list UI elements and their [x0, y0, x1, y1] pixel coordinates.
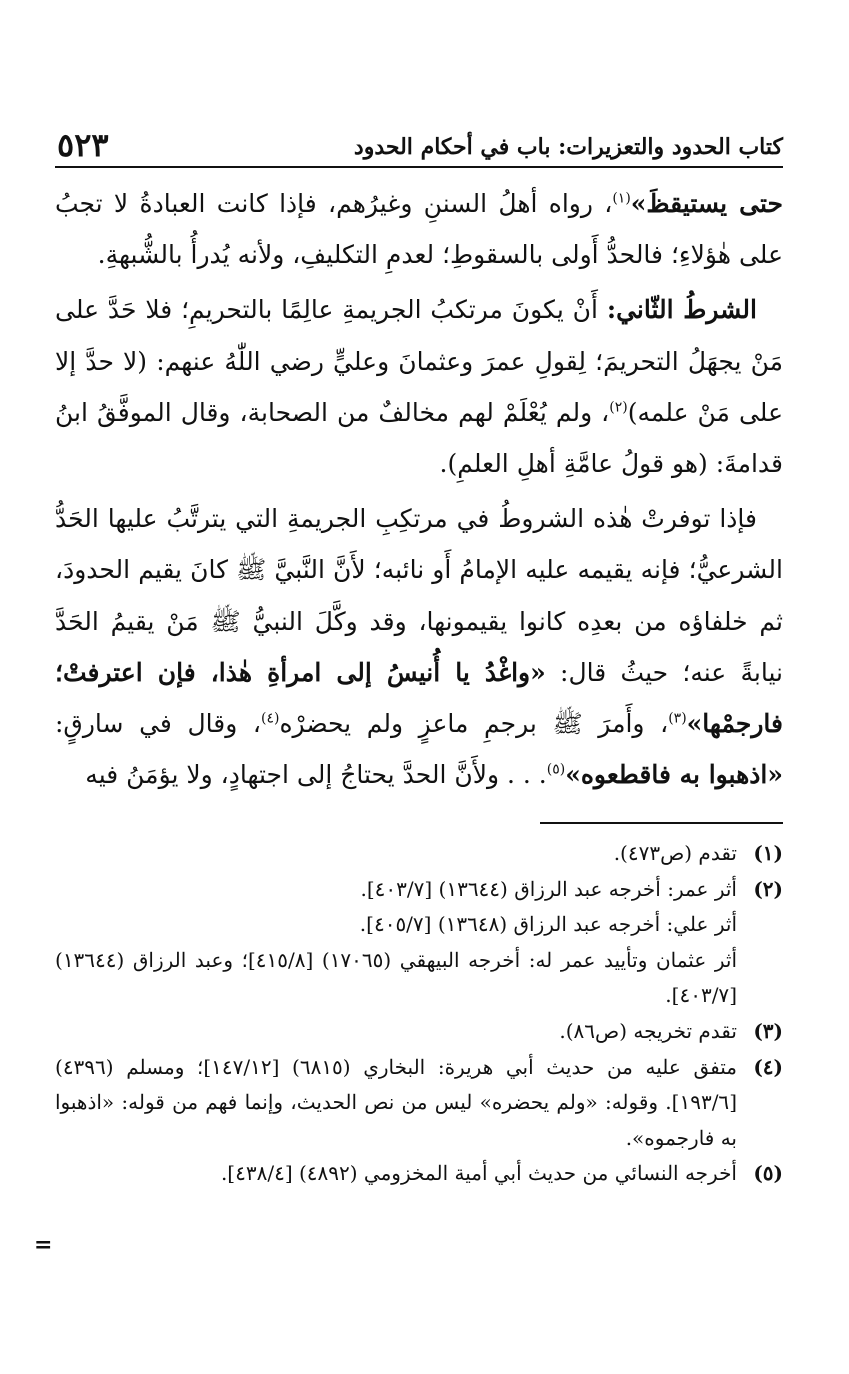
footnote-ref-1[interactable]: (١) [612, 190, 631, 207]
footnote-text: تقدم تخريجه (ص٨٦). [559, 1018, 737, 1043]
paragraph-2 [55, 284, 783, 489]
paragraph-text: فإذا توفرتْ هٰذه الشروطُ في مرتكِبِ الجريمةِ التي يترتَّبُ عليها الحَدُّ الشرعيُّ؛ فإنه يقيمه عليه الإمامُ أَو نائبه؛ لأَنَّ النَّبيَّ ﷺ كانَ يقيم الحدودَ، ثم خلفاؤه من بعدِه كانوا يقيمونها، وقد وكَّلَ النبيُّ ﷺ مَنْ يقيمُ الحَدَّ نيابةً عنه؛ حيثُ قال: [55, 504, 783, 687]
footnote-4 [55, 1050, 783, 1157]
footnote-text: أثر علي: أخرجه عبد الرزاق (١٣٦٤٨) [٤٠٥/٧]. [359, 912, 737, 937]
paragraph-3 [55, 493, 783, 800]
footnote-2-ali [55, 907, 783, 943]
footnote-text: أثر عمر: أخرجه عبد الرزاق (١٣٦٤٤) [٤٠٣/٧]. [360, 876, 737, 901]
paragraph-text: ، وأَمرَ ﷺ برجمِ ماعزٍ ولم يحضرْه [279, 709, 669, 739]
footnote-number: (٢) [753, 876, 783, 901]
footnote-ref-5[interactable]: (٥) [546, 761, 566, 778]
paragraph-text: ، وقال في سارقٍ: [55, 709, 261, 739]
footnote-text: متفق عليه من حديث أبي هريرة: البخاري (٦٨١٥) [١٤٧/١٢]؛ ومسلم (٤٣٩٦) [١٩٣/٦]. وقوله: «ولم يحضره» ليس من نص الحديث، وإنما فهم من قوله: «اذهبوا به فارجموه». [55, 1054, 737, 1150]
footnote-text: أثر عثمان وتأييد عمر له: أخرجه البيهقي (١٧٠٦٥) [٤١٥/٨]؛ وعبد الرزاق (١٣٦٤٤) [٤٠٣/٧]. [55, 947, 738, 1008]
footnote-number: (٣) [753, 1018, 783, 1043]
main-text [55, 178, 783, 800]
footnote-2-uthman [55, 943, 783, 1014]
footnote-3 [55, 1014, 783, 1050]
running-header [55, 122, 783, 168]
paragraph-text: ، رواه أهلُ السننِ وغيرُهم، فإذا كانت العبادةُ لا تجبُ على هٰؤلاءِ؛ فالحدُّ أَولى بالسقوطِ؛ لعدمِ التكليفِ، ولأنه يُدرأُ بالشُّبهةِ. [55, 189, 783, 270]
hadith-quote: «واغْدُ يا أُنيسُ إلى امرأةِ هٰذا، فإن اعترفتْ؛ فارجمْها» [55, 657, 783, 739]
footnote-number: (٤) [753, 1054, 783, 1079]
footnote-text: تقدم (ص٤٧٣). [613, 841, 737, 865]
footnote-ref-3[interactable]: (٣) [668, 710, 687, 727]
condition-heading: الشرطُ الثّاني: [606, 295, 757, 325]
footnote-2 [55, 872, 783, 908]
footnotes [55, 836, 783, 1192]
paragraph-1 [55, 178, 783, 280]
footnote-ref-4[interactable]: (٤) [260, 710, 280, 727]
footnote-text: أخرجه النسائي من حديث أبي أمية المخزومي (٤٨٩٢) [٤٣٨/٤]. [220, 1161, 737, 1186]
footnote-number [737, 943, 783, 1014]
paragraph-text: أَنْ يكونَ مرتكبُ الجريمةِ عالِمًا بالتحريمِ؛ فلا حَدَّ على مَنْ يجهَلُ التحريمَ؛ لِقولِ عمرَ وعثمانَ وعليٍّ رضي اللّٰهُ عنهم: (لا حدَّ إلا على مَنْ علمه) [55, 295, 783, 427]
footnote-number: (٥) [753, 1161, 783, 1186]
hadith-quote: «اذهبوا به فاقطعوه» [565, 760, 783, 790]
quote-fragment: حتى يستيقظَ» [630, 189, 784, 218]
paragraph-text: ، ولم يُعْلَمْ لهم مخالفٌ من الصحابة، وقال الموفَّقُ ابنُ قدامةَ: (هو قولُ عامَّةِ أهلِ العلمِ). [55, 397, 783, 479]
running-title: كتاب الحدود والتعزيرات: باب في أحكام الحدود [353, 134, 783, 160]
footnote-number [737, 907, 783, 943]
footnote-ref-2[interactable]: (٢) [609, 399, 628, 416]
continuation-mark: = [34, 1232, 53, 1258]
footnote-number: (١) [753, 841, 783, 865]
footnote-1 [55, 836, 783, 872]
page-number: ٥٢٣ [57, 126, 109, 164]
paragraph-text: . . . ولأَنَّ الحدَّ يحتاجُ إلى اجتهادٍ، ولا يؤمَنُ فيه [85, 760, 547, 790]
footnote-divider [540, 822, 783, 824]
footnote-5 [55, 1156, 783, 1192]
